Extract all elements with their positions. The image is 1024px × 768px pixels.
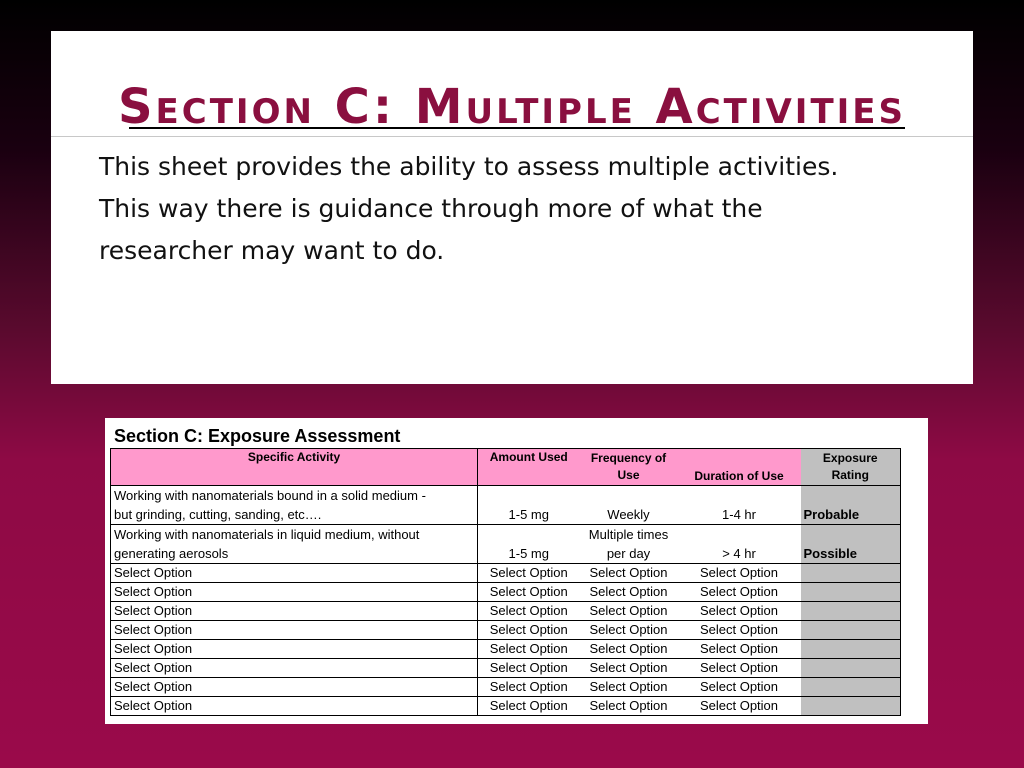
frequency-cell[interactable]: Select Option: [580, 697, 678, 716]
table-row: [111, 583, 901, 602]
activity-cell[interactable]: Select Option: [111, 640, 478, 659]
table-row: [111, 486, 901, 525]
rating-cell: [801, 583, 901, 602]
activity-cell[interactable]: Select Option: [111, 697, 478, 716]
sheet-title: Section C: Exposure Assessment: [114, 426, 401, 446]
amount-cell[interactable]: Select Option: [478, 564, 580, 583]
header-amount-used: Amount Used: [478, 449, 580, 486]
duration-cell[interactable]: Select Option: [678, 640, 801, 659]
body-line: This sheet provides the ability to assess multiple activities.: [99, 152, 839, 181]
activity-cell[interactable]: Select Option: [111, 564, 478, 583]
slide-body-text: [99, 146, 939, 272]
frequency-cell[interactable]: Select Option: [580, 678, 678, 697]
duration-cell[interactable]: Select Option: [678, 602, 801, 621]
spreadsheet-screenshot: [105, 418, 928, 724]
duration-cell[interactable]: Select Option: [678, 564, 801, 583]
title-underline: [129, 127, 905, 129]
slide-title-panel: [51, 31, 973, 384]
duration-cell[interactable]: Select Option: [678, 659, 801, 678]
slide-title: Section C: Multiple Activities: [117, 79, 907, 135]
table-row: [111, 525, 901, 564]
table-row: [111, 640, 901, 659]
body-line: researcher may want to do.: [99, 236, 445, 265]
amount-cell[interactable]: Select Option: [478, 583, 580, 602]
rating-cell: Probable: [801, 486, 901, 525]
table-row: [111, 697, 901, 716]
rating-cell: [801, 602, 901, 621]
duration-cell[interactable]: 1-4 hr: [678, 486, 801, 525]
rating-cell: [801, 621, 901, 640]
frequency-cell[interactable]: Select Option: [580, 659, 678, 678]
duration-cell[interactable]: Select Option: [678, 697, 801, 716]
amount-cell[interactable]: 1-5 mg: [478, 486, 580, 525]
rating-cell: [801, 697, 901, 716]
rating-cell: [801, 640, 901, 659]
table-header-row: [111, 449, 901, 486]
exposure-assessment-table: [110, 448, 901, 716]
header-specific-activity: Specific Activity: [111, 449, 478, 486]
amount-cell[interactable]: 1-5 mg: [478, 525, 580, 564]
frequency-cell[interactable]: Select Option: [580, 564, 678, 583]
amount-cell[interactable]: Select Option: [478, 697, 580, 716]
rating-cell: Possible: [801, 525, 901, 564]
frequency-cell[interactable]: Select Option: [580, 640, 678, 659]
rating-cell: [801, 659, 901, 678]
panel-divider: [51, 136, 973, 137]
frequency-cell[interactable]: Select Option: [580, 602, 678, 621]
rating-cell: [801, 678, 901, 697]
frequency-cell[interactable]: Select Option: [580, 583, 678, 602]
activity-cell[interactable]: Select Option: [111, 602, 478, 621]
header-exposure-rating: Exposure Rating: [801, 449, 901, 486]
duration-cell[interactable]: > 4 hr: [678, 525, 801, 564]
table-row: [111, 621, 901, 640]
table-row: [111, 564, 901, 583]
table-row: [111, 659, 901, 678]
duration-cell[interactable]: Select Option: [678, 583, 801, 602]
amount-cell[interactable]: Select Option: [478, 659, 580, 678]
amount-cell[interactable]: Select Option: [478, 621, 580, 640]
duration-cell[interactable]: Select Option: [678, 678, 801, 697]
activity-cell[interactable]: Working with nanomaterials bound in a solid medium - but grinding, cutting, sanding, etc….: [111, 486, 478, 525]
activity-cell[interactable]: Select Option: [111, 659, 478, 678]
frequency-cell[interactable]: Weekly: [580, 486, 678, 525]
header-frequency-of-use: Frequency of Use: [580, 449, 678, 486]
activity-cell[interactable]: Select Option: [111, 621, 478, 640]
amount-cell[interactable]: Select Option: [478, 678, 580, 697]
activity-cell[interactable]: Select Option: [111, 583, 478, 602]
frequency-cell[interactable]: Select Option: [580, 621, 678, 640]
amount-cell[interactable]: Select Option: [478, 640, 580, 659]
frequency-cell[interactable]: Multiple times per day: [580, 525, 678, 564]
header-duration-of-use: Duration of Use: [678, 449, 801, 486]
activity-cell[interactable]: Working with nanomaterials in liquid medium, without generating aerosols: [111, 525, 478, 564]
amount-cell[interactable]: Select Option: [478, 602, 580, 621]
activity-cell[interactable]: Select Option: [111, 678, 478, 697]
body-line: This way there is guidance through more of what the: [99, 194, 763, 223]
duration-cell[interactable]: Select Option: [678, 621, 801, 640]
table-row: [111, 678, 901, 697]
table-row: [111, 602, 901, 621]
rating-cell: [801, 564, 901, 583]
